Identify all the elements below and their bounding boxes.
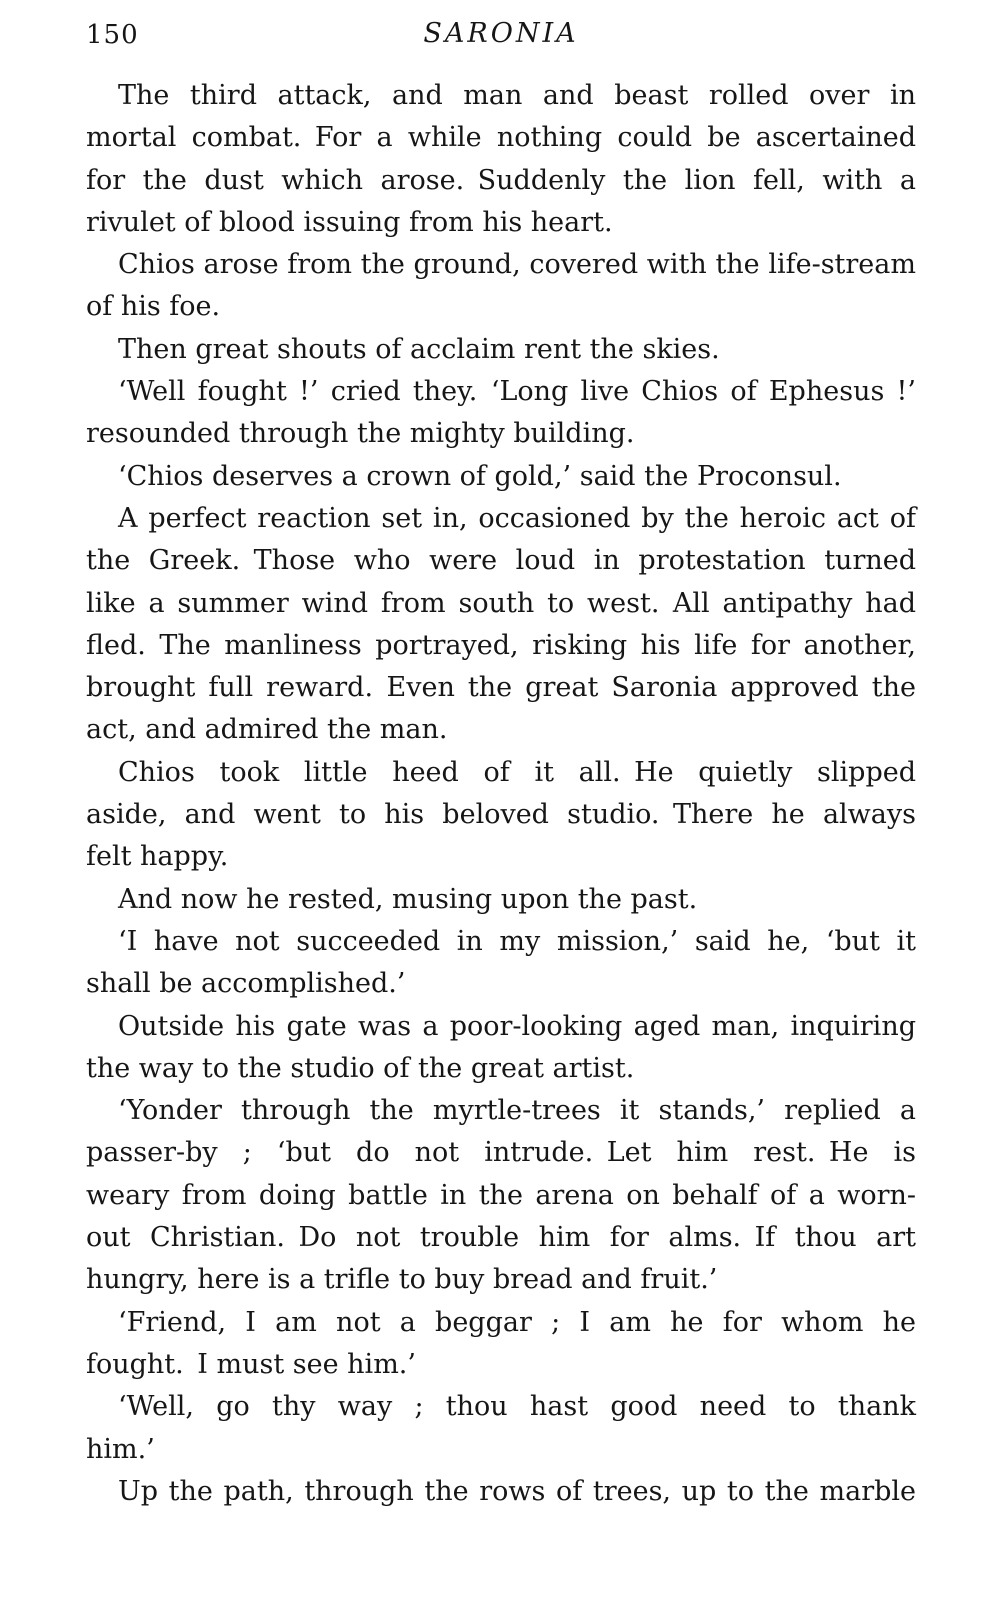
paragraph — [86, 498, 916, 752]
paragraph — [86, 1471, 916, 1513]
paragraph — [86, 1386, 916, 1471]
text-line: Chios took little heed of it all. He quietly slipped — [118, 756, 916, 788]
text-line: passer-by ; ‘but do not intrude. Let him rest. He is — [86, 1137, 916, 1169]
text-line: Outside his gate was a poor-looking aged man, inquiring — [118, 1010, 916, 1042]
text-line: ‘Chios deserves a crown of gold,’ said the Proconsul. — [118, 460, 842, 492]
paragraph — [86, 1090, 916, 1301]
text-line: felt happy. — [86, 841, 229, 873]
text-line: ‘Well, go thy way ; thou hast good need to thank — [118, 1391, 916, 1423]
text-line: him.’ — [86, 1433, 155, 1465]
text-line: like a summer wind from south to west. All antipathy had — [86, 587, 916, 619]
paragraph — [86, 371, 916, 456]
page-text — [86, 75, 916, 1513]
text-line: hungry, here is a trifle to buy bread and fruit.’ — [86, 1264, 718, 1296]
text-line: ‘Yonder through the myrtle-trees it stands,’ replied a — [118, 1095, 916, 1127]
paragraph — [86, 456, 916, 498]
text-line: of his foe. — [86, 291, 221, 323]
paragraph — [86, 752, 916, 879]
text-line: The third attack, and man and beast rolled over in — [118, 80, 916, 111]
page-number: 150 — [86, 20, 139, 50]
text-line: mortal combat. For a while nothing could be ascertained — [86, 122, 916, 154]
paragraph — [86, 879, 916, 921]
text-line: brought full reward. Even the great Saronia approved the — [86, 672, 916, 704]
text-line: resounded through the mighty building. — [86, 418, 635, 450]
text-line: fled. The manliness portrayed, risking his life for another, — [86, 629, 916, 661]
paragraph — [86, 75, 916, 244]
paragraph — [86, 1302, 916, 1387]
paragraph — [86, 329, 916, 371]
paragraph — [86, 244, 916, 329]
text-line: out Christian. Do not trouble him for alms. If thou art — [86, 1222, 916, 1254]
running-head: SARONIA — [423, 18, 579, 49]
text-line: Chios arose from the ground, covered with the life-stream — [118, 249, 916, 281]
text-line: And now he rested, musing upon the past. — [118, 883, 698, 915]
text-line: ‘I have not succeeded in my mission,’ said he, ‘but it — [118, 925, 916, 957]
text-line: fought. I must see him.’ — [86, 1348, 416, 1380]
text-line: Up the path, through the rows of trees, up to the marble — [118, 1475, 916, 1507]
text-line: for the dust which arose. Suddenly the lion fell, with a — [86, 164, 916, 196]
text-line: aside, and went to his beloved studio. There he always — [86, 799, 916, 831]
paragraph — [86, 921, 916, 1006]
text-line: Then great shouts of acclaim rent the skies. — [118, 333, 720, 365]
text-line: ‘Friend, I am not a beggar ; I am he for whom he — [118, 1306, 916, 1338]
text-line: the way to the studio of the great artist. — [86, 1052, 635, 1084]
paragraph — [86, 1006, 916, 1091]
text-line: act, and admired the man. — [86, 714, 448, 746]
text-line: A perfect reaction set in, occasioned by the heroic act of — [118, 502, 916, 534]
page-header — [0, 18, 1002, 58]
text-line: weary from doing battle in the arena on behalf of a worn- — [86, 1179, 916, 1211]
text-line: rivulet of blood issuing from his heart. — [86, 206, 613, 238]
text-line: shall be accomplished.’ — [86, 968, 406, 1000]
text-line: the Greek. Those who were loud in protestation turned — [86, 545, 916, 577]
text-line: ‘Well fought !’ cried they. ‘Long live Chios of Ephesus !’ — [118, 376, 916, 408]
